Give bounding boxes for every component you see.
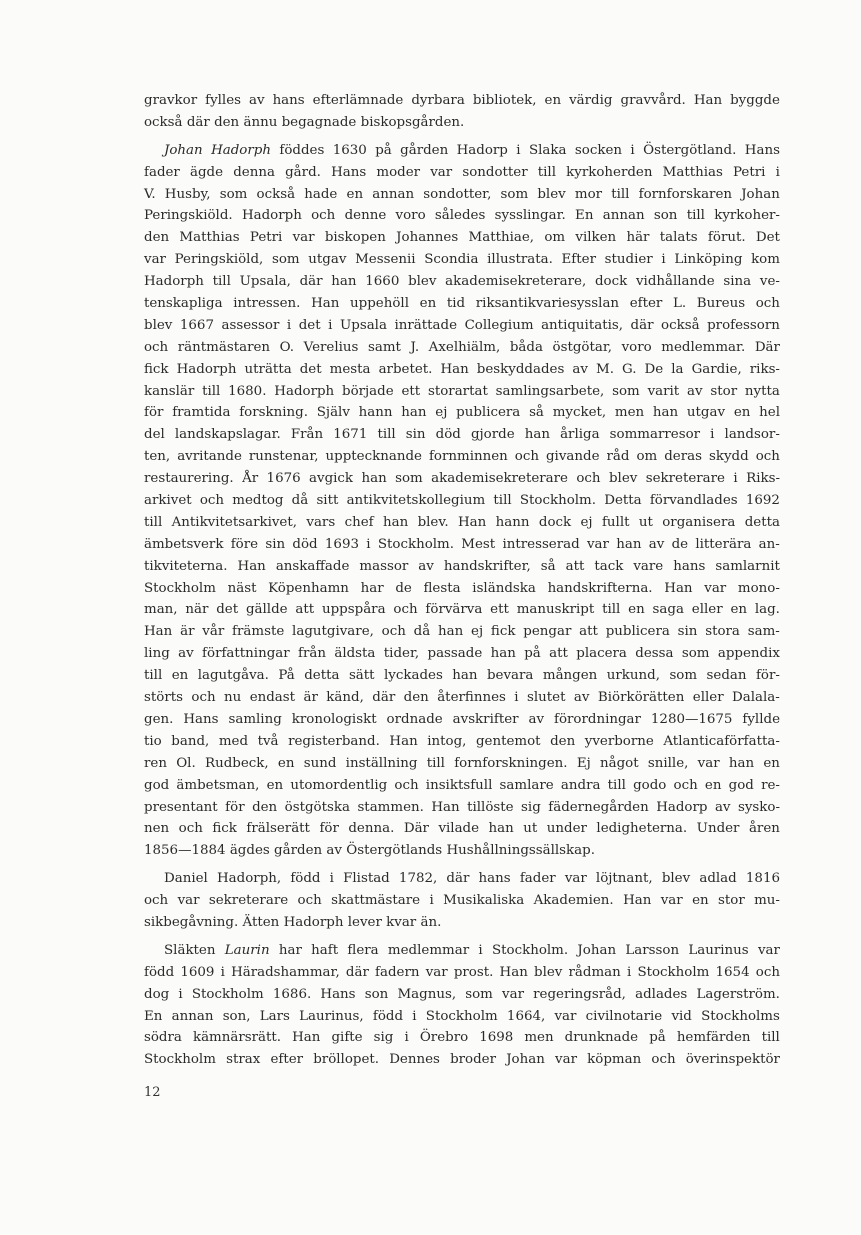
text-line: arkivet och medtog då sitt antikvitetskollegium till Stockholm. Detta förvandlades 1692 xyxy=(144,493,780,509)
page-number: 12 xyxy=(144,1085,161,1100)
text-line: sikbegåvning. Ätten Hadorph lever kvar än. xyxy=(144,914,442,930)
text-line: södra kämnärsrätt. Han gifte sig i Örebro 1698 men drunknade på hemfärden till xyxy=(144,1030,780,1046)
text-line: presentant för den östgötska stammen. Han tillöste sig fädernegården Hadorp av sysko- xyxy=(144,799,780,815)
text-line: Stockholm näst Köpenhamn har de flesta isländska handskrifterna. Han var mono- xyxy=(144,580,780,596)
text-line: gen. Hans samling kronologiskt ordnade avskrifter av förordningar 1280—1675 fyllde xyxy=(144,711,780,727)
text-line: och räntmästaren O. Verelius samt J. Axelhiälm, båda östgötar, voro medlemmar. Där xyxy=(144,339,780,355)
text-line: Släkten Laurin har haft flera medlemmar i Stockholm. Johan Larsson Laurinus var xyxy=(164,942,780,958)
text-line: En annan son, Lars Laurinus, född i Stockholm 1664, var civilnotarie vid Stockholms xyxy=(144,1008,780,1024)
text-line: tenskapliga intressen. Han uppehöll en tid riksantikvariesysslan efter L. Bureus och xyxy=(144,296,780,312)
text-line: nen och fick frälserätt för denna. Där vilade han ut under ledigheterna. Under åren xyxy=(144,821,780,837)
text-line: gravkor fylles av hans efterlämnade dyrbara bibliotek, en värdig gravvård. Han byggde xyxy=(144,93,780,108)
text-line: den Matthias Petri var biskopen Johannes Matthiae, om vilken här talats förut. Det xyxy=(144,230,780,246)
text-line: Johan Hadorph föddes 1630 på gården Hadorp i Slaka socken i Östergötland. Hans xyxy=(164,142,780,158)
text-line: ling av författningar från äldsta tider, passade han på att placera dessa som appendix xyxy=(144,646,780,662)
text-line: 1856—1884 ägdes gården av Östergötlands Hushållningssällskap. xyxy=(144,843,595,859)
text-line: tio band, med två registerband. Han intog, gentemot den yverborne Atlanticaförfatta- xyxy=(144,733,780,749)
text-line: ämbetsverk före sin död 1693 i Stockholm. Mest intresserad var han av de litterära an- xyxy=(144,536,780,552)
text-line: dog i Stockholm 1686. Hans son Magnus, som var regeringsråd, adlades Lagerström. xyxy=(144,986,780,1002)
text-line: till Antikvitetsarkivet, vars chef han blev. Han hann dock ej fullt ut organisera detta xyxy=(144,514,780,530)
text-line: man, när det gällde att uppspåra och förvärva ett manuskript till en saga eller en lag. xyxy=(144,602,780,618)
text-line: god ämbetsman, en utomordentlig och insiktsfull samlare andra till godo och en god re- xyxy=(144,777,780,793)
text-line: ten, avritande runstenar, upptecknande fornminnen och givande råd om deras skydd och xyxy=(144,449,780,465)
text-line: kanslär till 1680. Hadorph började ett storartat samlingsarbete, som varit av stor nytta xyxy=(144,383,780,399)
text-line: restaurering. År 1676 avgick han som akademisekreterare och blev sekreterare i Riks- xyxy=(144,471,780,487)
text-line: V. Husby, som också hade en annan sondotter, som blev mor till fornforskaren Johan xyxy=(144,186,780,202)
text-line: Daniel Hadorph, född i Flistad 1782, där hans fader var löjtnant, blev adlad 1816 xyxy=(164,871,780,887)
text-line: Peringskiöld. Hadorph och denne voro således sysslingar. En annan son till kyrkoher- xyxy=(144,208,780,224)
text-line: Hadorph till Upsala, där han 1660 blev akademisekreterare, dock vidhållande sina ve- xyxy=(144,274,780,290)
text-line: också där den ännu begagnade biskopsgården. xyxy=(144,114,465,130)
text-line: störts och nu endast är känd, där den återfinnes i slutet av Biörkörätten eller Dalala- xyxy=(144,690,780,706)
text-line: var Peringskiöld, som utgav Messenii Scondia illustrata. Efter studier i Linköping kom xyxy=(144,252,780,268)
text-line: för framtida forskning. Själv hann han ej publicera så mycket, men han utgav en hel xyxy=(144,405,780,421)
text-line: Stockholm strax efter bröllopet. Dennes broder Johan var köpman och överinspektör xyxy=(144,1052,780,1068)
text-line: blev 1667 assessor i det i Upsala inrättade Collegium antiquitatis, där också professorn xyxy=(144,317,780,333)
text-line: och var sekreterare och skattmästare i Musikaliska Akademien. Han var en stor mu- xyxy=(144,893,780,909)
text-line: Han är vår främste lagutgivare, och då han ej fick pengar att publicera sin stora sam- xyxy=(144,624,780,640)
text-line: född 1609 i Häradshammar, där fadern var prost. Han blev rådman i Stockholm 1654 och xyxy=(144,964,780,980)
text-line: del landskapslagar. Från 1671 till sin död gjorde han årliga sommarresor i landsor- xyxy=(144,427,780,443)
text-line: tikviteterna. Han anskaffade massor av handskrifter, så att tack vare hans samlarnit xyxy=(144,558,780,574)
body-text xyxy=(144,90,780,1071)
text-line: fader ägde denna gård. Hans moder var sondotter till kyrkoherden Matthias Petri i xyxy=(144,164,780,180)
text-line: fick Hadorph uträtta det mesta arbetet. Han beskyddades av M. G. De la Gardie, riks- xyxy=(144,361,780,377)
text-line: ren Ol. Rudbeck, en sund inställning till fornforskningen. Ej något snille, var han en xyxy=(144,755,780,771)
text-line: till en lagutgåva. På detta sätt lyckades han bevara mången urkund, som sedan för- xyxy=(144,668,780,684)
